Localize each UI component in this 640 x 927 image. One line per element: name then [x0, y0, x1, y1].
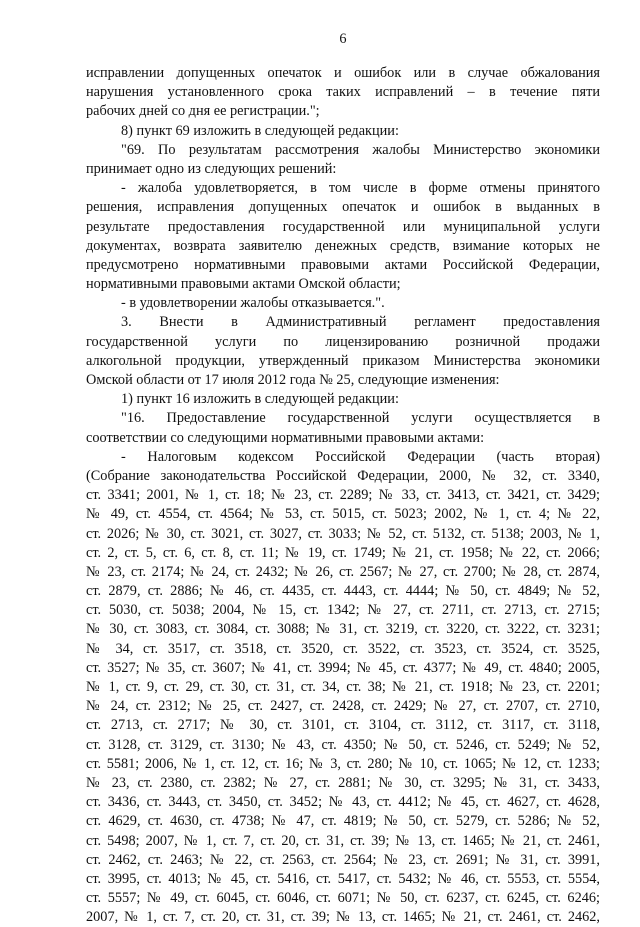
text-line: ст. 3341; 2001, № 1, ст. 18; № 23, ст. 2289; № 33, ст. 3413, ст. 3421, ст. 3429;	[86, 487, 600, 504]
text-line: принимает одно из следующих решений:	[86, 160, 337, 177]
text-line: ст. 2, ст. 5, ст. 6, ст. 8, ст. 11; № 19, ст. 1749; № 21, ст. 1958; № 22, ст. 2066;	[86, 544, 600, 561]
text-line: ст. 2026; № 30, ст. 3021, ст. 3027, ст. 3033; № 52, ст. 5132, ст. 5138; 2003, № 1,	[86, 525, 600, 542]
text-line: "16. Предоставление государственной услуги осуществляется в	[121, 410, 600, 427]
text-line: ст. 2713, ст. 2717; № 30, ст. 3101, ст. 3104, ст. 3112, ст. 3117, ст. 3118,	[86, 717, 600, 734]
text-line: ст. 3436, ст. 3443, ст. 3450, ст. 3452; № 43, ст. 4412; № 45, ст. 4627, ст. 4628,	[86, 794, 600, 811]
text-line: государственной услуги по лицензированию розничной продажи	[86, 333, 600, 350]
text-line: результате предоставления государственной или муниципальной услуги	[86, 218, 600, 235]
text-line: 3. Внести в Административный регламент предоставления	[121, 314, 600, 331]
text-line: ст. 5030, ст. 5038; 2004, № 15, ст. 1342; № 27, ст. 2711, ст. 2713, ст. 2715;	[86, 602, 600, 619]
text-line: 2007, № 1, ст. 7, ст. 20, ст. 31, ст. 39; № 13, ст. 1465; № 21, ст. 2461, ст. 2462,	[86, 909, 600, 926]
text-line: нормативными правовыми актами Омской области;	[86, 276, 401, 293]
text-line: ст. 3527; № 35, ст. 3607; № 41, ст. 3994; № 45, ст. 4377; № 49, ст. 4840; 2005,	[86, 659, 600, 676]
text-line: ст. 2462, ст. 2463; № 22, ст. 2563, ст. 2564; № 23, ст. 2691; № 31, ст. 3991,	[86, 851, 600, 868]
text-line: № 23, ст. 2174; № 24, ст. 2432; № 26, ст. 2567; № 27, ст. 2700; № 28, ст. 2874,	[86, 563, 600, 580]
text-line: № 34, ст. 3517, ст. 3518, ст. 3520, ст. 3522, ст. 3523, ст. 3524, ст. 3525,	[86, 640, 600, 657]
text-line: ст. 3128, ст. 3129, ст. 3130; № 43, ст. 4350; № 50, ст. 5246, ст. 5249; № 52,	[86, 736, 600, 753]
page-number: 6	[339, 31, 347, 47]
text-line: ст. 5498; 2007, № 1, ст. 7, ст. 20, ст. 31, ст. 39; № 13, ст. 1465; № 21, ст. 2461,	[86, 832, 600, 849]
text-line: нарушения установленного срока таких исправлений – в течение пяти	[86, 84, 600, 101]
text-line: № 49, ст. 4554, ст. 4564; № 53, ст. 5015, ст. 5023; 2002, № 1, ст. 4; № 22,	[86, 506, 600, 523]
text-line: 1) пункт 16 изложить в следующей редакции:	[121, 391, 399, 408]
text-line: "69. По результатам рассмотрения жалобы Министерство экономики	[121, 141, 600, 158]
text-line: документах, возврата заявителю денежных средств, взимание которых не	[86, 237, 600, 254]
text-line: рабочих дней со дня ее регистрации.";	[86, 103, 320, 120]
text-line: ст. 2879, ст. 2886; № 46, ст. 4435, ст. 4443, ст. 4444; № 50, ст. 4849; № 52,	[86, 583, 600, 600]
text-line: (Собрание законодательства Российской Федерации, 2000, № 32, ст. 3340,	[86, 467, 600, 484]
text-line: ст. 3995, ст. 4013; № 45, ст. 5416, ст. 5417, ст. 5432; № 46, ст. 5553, ст. 5554,	[86, 870, 600, 887]
text-line: 8) пункт 69 изложить в следующей редакции:	[121, 122, 399, 139]
text-line: № 30, ст. 3083, ст. 3084, ст. 3088; № 31, ст. 3219, ст. 3220, ст. 3222, ст. 3231;	[86, 621, 600, 638]
text-line: ст. 4629, ст. 4630, ст. 4738; № 47, ст. 4819; № 50, ст. 5279, ст. 5286; № 52,	[86, 813, 600, 830]
text-line: - жалоба удовлетворяется, в том числе в форме отмены принятого	[121, 180, 600, 197]
text-line: ст. 5557; № 49, ст. 6045, ст. 6046, ст. 6071; № 50, ст. 6237, ст. 6245, ст. 6246;	[86, 890, 600, 907]
text-line: - Налоговым кодексом Российской Федерации (часть вторая)	[121, 448, 600, 465]
text-line: № 24, ст. 2312; № 25, ст. 2427, ст. 2428, ст. 2429; № 27, ст. 2707, ст. 2710,	[86, 698, 600, 715]
text-line: № 1, ст. 9, ст. 29, ст. 30, ст. 31, ст. 34, ст. 38; № 21, ст. 1918; № 23, ст. 2201;	[86, 679, 600, 695]
text-line: ст. 5581; 2006, № 1, ст. 12, ст. 16; № 3, ст. 280; № 10, ст. 1065; № 12, ст. 1233;	[86, 755, 600, 772]
text-line: исправлении допущенных опечаток и ошибок или в случае обжалования	[86, 65, 600, 81]
text-line: Омской области от 17 июля 2012 года № 25, следующие изменения:	[86, 372, 500, 388]
text-line: решения, исправления допущенных опечаток и ошибок в выданных в	[86, 199, 600, 216]
document-body	[86, 64, 600, 927]
text-line: соответствии со следующими нормативными правовыми актами:	[86, 429, 485, 446]
text-line: алкогольной продукции, утвержденный приказом Министерства экономики	[86, 352, 600, 369]
text-line: предусмотрено нормативными правовыми актами Российской Федерации,	[86, 256, 600, 273]
text-line: - в удовлетворении жалобы отказывается.".	[121, 295, 385, 312]
text-line: № 23, ст. 2380, ст. 2382; № 27, ст. 2881; № 30, ст. 3295; № 31, ст. 3433,	[86, 774, 600, 791]
